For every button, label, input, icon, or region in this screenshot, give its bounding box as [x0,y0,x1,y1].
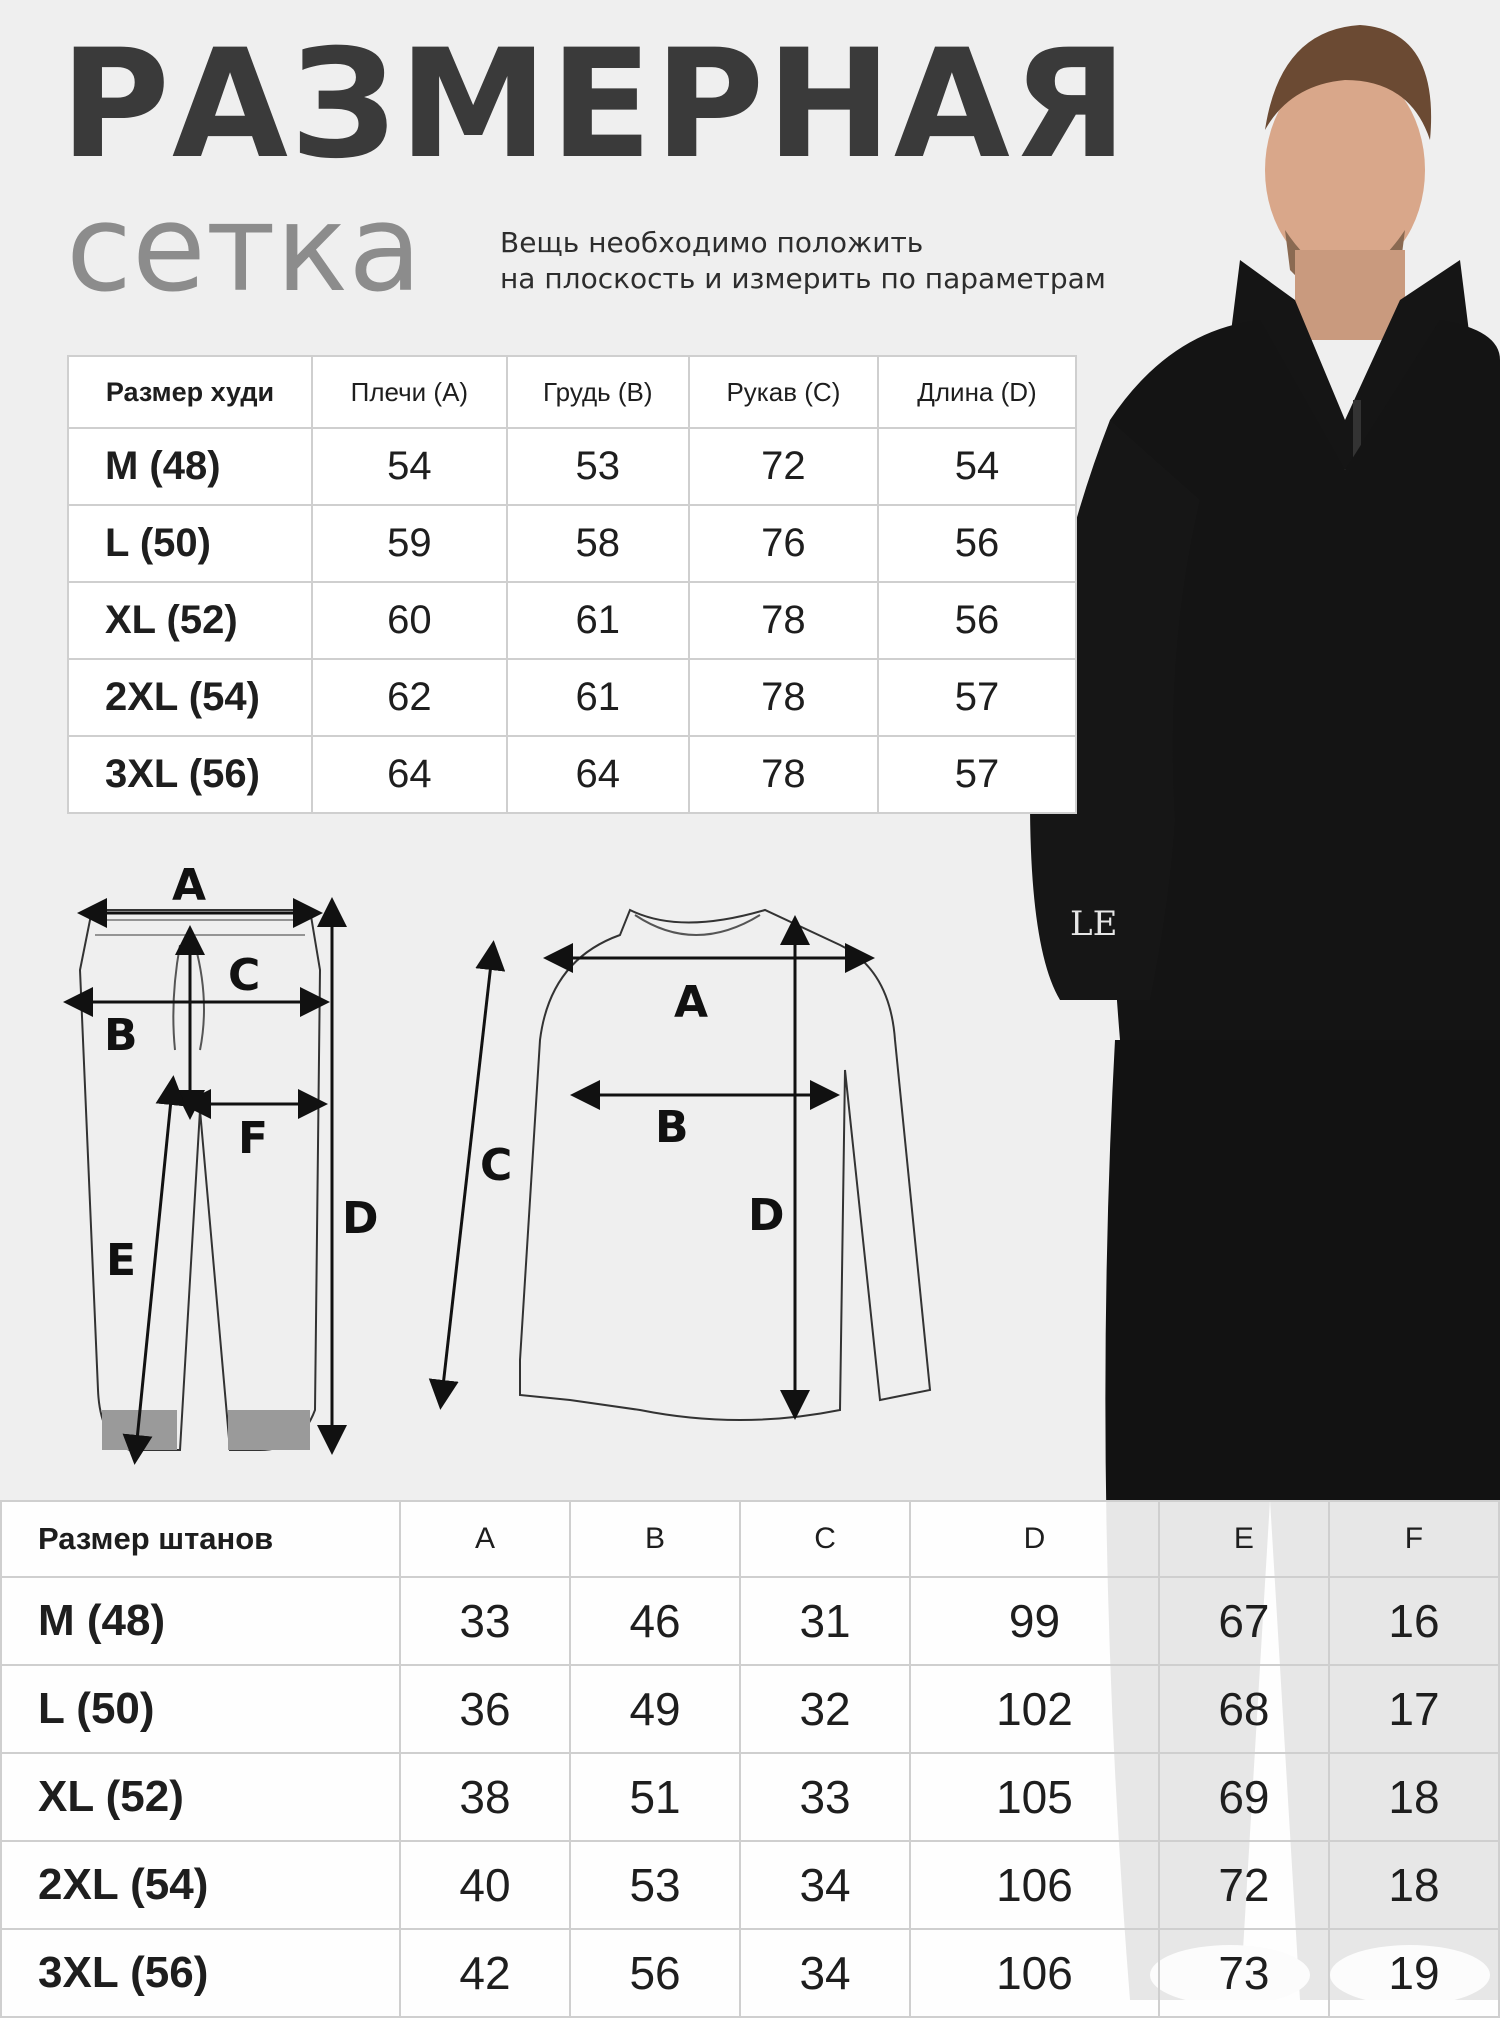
value-cell: 56 [878,505,1076,582]
size-cell: L (50) [1,1665,400,1753]
pants-cuff-right [228,1410,310,1450]
pants-outline [80,910,320,1450]
value-cell: 38 [400,1753,570,1841]
table-row [1,1841,1499,1929]
value-cell: 60 [312,582,507,659]
value-cell: 42 [400,1929,570,2017]
value-cell: 73 [1159,1929,1329,2017]
value-cell: 62 [312,659,507,736]
value-cell: 78 [689,659,878,736]
value-cell: 57 [878,736,1076,813]
table-row [1,1665,1499,1753]
pants-label-b: B [104,1010,138,1061]
instruction-line-2: на плоскость и измерить по параметрам [500,262,1106,296]
value-cell: 68 [1159,1665,1329,1753]
value-cell: 78 [689,736,878,813]
pants-label-f: F [238,1113,269,1164]
value-cell: 19 [1329,1929,1499,2017]
page-title: РАЗМЕРНАЯ [60,18,1130,192]
hoodie-table-header-row [68,356,1076,428]
value-cell: 58 [507,505,689,582]
value-cell: 59 [312,505,507,582]
value-cell: 46 [570,1577,740,1665]
value-cell: 53 [570,1841,740,1929]
value-cell: 61 [507,582,689,659]
pants-size-table [0,1500,1500,2018]
pants-label-e: E [106,1235,137,1286]
pants-label-c: C [228,950,261,1001]
instruction-line-1: Вещь необходимо положить [500,226,924,259]
size-cell: 2XL (54) [68,659,312,736]
table-row [68,505,1076,582]
value-cell: 78 [689,582,878,659]
hoodie-label-a: A [674,977,709,1028]
value-cell: 54 [312,428,507,505]
size-cell: 3XL (56) [68,736,312,813]
pants-header-a: A [400,1501,570,1577]
pants-header-f: F [1329,1501,1499,1577]
value-cell: 31 [740,1577,910,1665]
hoodie-header-shoulders: Плечи (A) [312,356,507,428]
page-subtitle: сетка [66,180,422,319]
table-row [68,659,1076,736]
value-cell: 34 [740,1841,910,1929]
pants-table-header-row [1,1501,1499,1577]
pants-label-d: D [342,1193,379,1244]
pants-label-a: A [172,860,207,911]
value-cell: 56 [878,582,1076,659]
size-cell: XL (52) [68,582,312,659]
value-cell: 33 [740,1753,910,1841]
value-cell: 53 [507,428,689,505]
value-cell: 64 [507,736,689,813]
value-cell: 49 [570,1665,740,1753]
value-cell: 18 [1329,1841,1499,1929]
hoodie-size-table [67,355,1077,814]
value-cell: 18 [1329,1753,1499,1841]
size-cell: XL (52) [1,1753,400,1841]
hoodie-measurement-diagram [420,890,960,1450]
value-cell: 72 [1159,1841,1329,1929]
hoodie-outline [520,910,930,1420]
cuff-logo: LE [1070,904,1118,944]
value-cell: 34 [740,1929,910,2017]
value-cell: 72 [689,428,878,505]
value-cell: 61 [507,659,689,736]
size-cell: M (48) [1,1577,400,1665]
measurement-instructions [500,225,1180,298]
value-cell: 40 [400,1841,570,1929]
size-cell: L (50) [68,505,312,582]
table-row [1,1577,1499,1665]
value-cell: 106 [910,1841,1159,1929]
pants-measurement-diagram [50,850,410,1480]
value-cell: 36 [400,1665,570,1753]
value-cell: 105 [910,1753,1159,1841]
hoodie-header-sleeve: Рукав (C) [689,356,878,428]
pants-header-b: B [570,1501,740,1577]
value-cell: 102 [910,1665,1159,1753]
value-cell: 33 [400,1577,570,1665]
value-cell: 51 [570,1753,740,1841]
hoodie-header-size: Размер худи [68,356,312,428]
hoodie-label-b: B [655,1102,689,1153]
value-cell: 57 [878,659,1076,736]
hoodie-label-c: C [480,1140,513,1191]
pants-header-d: D [910,1501,1159,1577]
value-cell: 56 [570,1929,740,2017]
value-cell: 32 [740,1665,910,1753]
pants-header-e: E [1159,1501,1329,1577]
value-cell: 69 [1159,1753,1329,1841]
size-cell: 3XL (56) [1,1929,400,2017]
table-row [1,1753,1499,1841]
table-row [68,736,1076,813]
value-cell: 54 [878,428,1076,505]
pants-header-size: Размер штанов [1,1501,400,1577]
value-cell: 106 [910,1929,1159,2017]
value-cell: 99 [910,1577,1159,1665]
pants-header-c: C [740,1501,910,1577]
size-cell: M (48) [68,428,312,505]
value-cell: 76 [689,505,878,582]
value-cell: 64 [312,736,507,813]
table-row [1,1929,1499,2017]
table-row [68,428,1076,505]
value-cell: 17 [1329,1665,1499,1753]
hoodie-header-length: Длина (D) [878,356,1076,428]
hoodie-label-d: D [748,1190,785,1241]
pants-arrow-e [136,1090,172,1450]
value-cell: 67 [1159,1577,1329,1665]
hoodie-header-chest: Грудь (B) [507,356,689,428]
size-cell: 2XL (54) [1,1841,400,1929]
pants-waistband [95,920,305,935]
value-cell: 16 [1329,1577,1499,1665]
table-row [68,582,1076,659]
